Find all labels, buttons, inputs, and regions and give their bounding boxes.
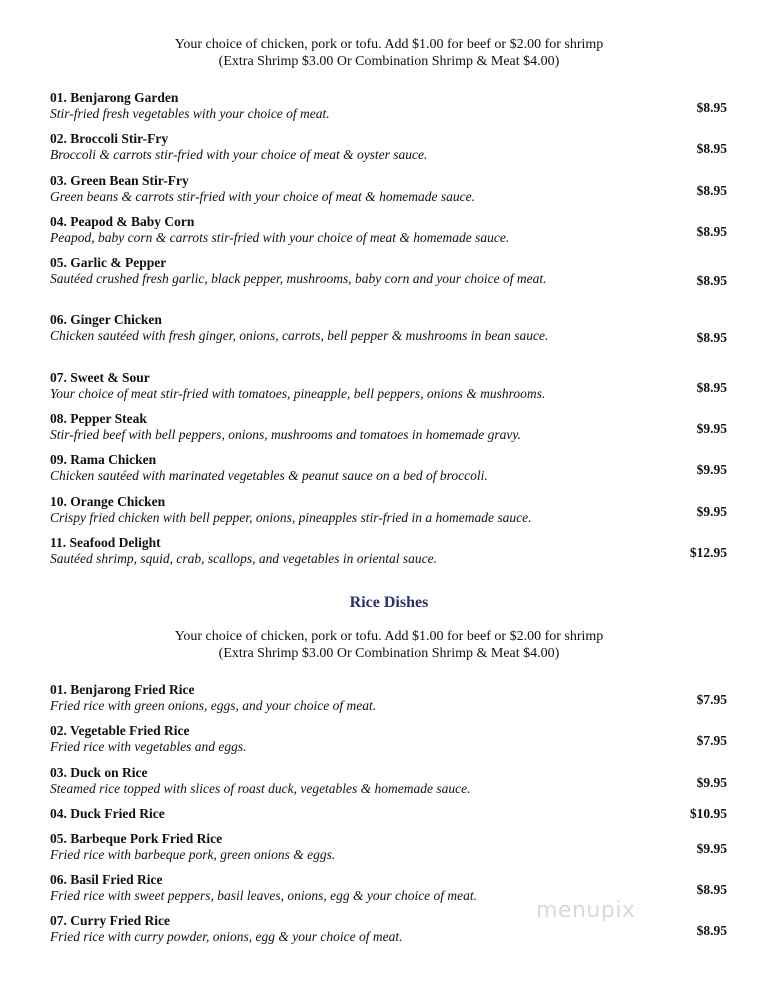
menu-item [0, 764, 768, 805]
menu-item-description: Chicken sautéed with fresh ginger, onions, carrots, bell pepper & mushrooms in bean sauce. [50, 328, 549, 344]
menu-item-name: 02. Broccoli Stir-Fry [50, 131, 169, 147]
menu-item-price: $9.95 [696, 774, 727, 790]
menupix-watermark: menupix [536, 898, 636, 923]
menu-item [0, 830, 768, 871]
menu-item-name: 05. Barbeque Pork Fried Rice [50, 830, 223, 846]
menu-item-name: 07. Curry Fried Rice [50, 913, 170, 929]
menu-item-name: 02. Vegetable Fried Rice [50, 723, 190, 739]
menu-item [0, 871, 768, 912]
menu-item-description: Stir-fried beef with bell peppers, onions, mushrooms and tomatoes in homemade gravy. [50, 427, 521, 443]
menu-item-price: $8.95 [696, 273, 727, 289]
menu-item-price: $9.95 [696, 462, 727, 478]
menu-item-description: Sautéed crushed fresh garlic, black pepper, mushrooms, baby corn and your choice of meat. [50, 271, 547, 287]
menu-item-description: Crispy fried chicken with bell pepper, onions, pineapples stir-fried in a homemade sauce. [50, 509, 532, 525]
menu-item-name: 06. Ginger Chicken [50, 312, 162, 328]
menu-item [0, 493, 768, 534]
menu-item [0, 311, 768, 368]
menu-item-name: 04. Peapod & Baby Corn [50, 213, 195, 229]
menu-item-description: Fried rice with green onions, eggs, and your choice of meat. [50, 698, 377, 713]
menu-item [0, 369, 768, 410]
stir-fry-note [0, 36, 768, 70]
menu-item-name: 09. Rama Chicken [50, 452, 157, 468]
menu-item [0, 213, 768, 254]
menu-item-description: Fried rice with vegetables and eggs. [50, 739, 247, 755]
menu-item [0, 805, 768, 830]
stir-fry-menu-list [0, 89, 768, 575]
menu-item-name: 01. Benjarong Garden [50, 90, 179, 105]
rice-menu-list [0, 681, 768, 954]
menu-item-name: 03. Duck on Rice [50, 764, 148, 780]
menu-item-description: Fried rice with sweet peppers, basil leaves, onions, egg & your choice of meat. [50, 888, 478, 904]
menu-item-description: Peapod, baby corn & carrots stir-fried with your choice of meat & homemade sauce. [50, 229, 510, 245]
stir-fry-note-line2: (Extra Shrimp $3.00 Or Combination Shrimp & Meat $4.00) [218, 54, 560, 69]
menu-item-price: $7.95 [696, 733, 727, 749]
menu-item [0, 130, 768, 171]
menu-item [0, 912, 768, 953]
menu-item-name: 11. Seafood Delight [50, 534, 161, 550]
menu-item-price: $8.95 [696, 882, 727, 898]
menu-item-price: $9.95 [696, 503, 727, 519]
menu-item-description: Sautéed shrimp, squid, crab, scallops, and vegetables in oriental sauce. [50, 550, 437, 566]
menu-item-price: $9.95 [696, 421, 727, 437]
menu-item [0, 534, 768, 575]
menu-item-name: 10. Orange Chicken [50, 493, 166, 509]
menu-item-price: $10.95 [689, 805, 727, 821]
stir-fry-note-line1: Your choice of chicken, pork or tofu. Add $1.00 for beef or $2.00 for shrimp [174, 37, 604, 52]
menu-item-price: $9.95 [696, 840, 727, 856]
menu-item [0, 410, 768, 451]
menu-item-name: 01. Benjarong Fried Rice [50, 682, 195, 697]
menu-item-price: $7.95 [696, 692, 727, 707]
menu-item-price: $8.95 [696, 330, 727, 346]
menu-item-name: 04. Duck Fried Rice [50, 805, 165, 821]
menu-item-description: Fried rice with barbeque pork, green onions & eggs. [50, 846, 336, 862]
menu-item-description: Fried rice with curry powder, onions, egg & your choice of meat. [50, 929, 403, 945]
menu-item-name: 06. Basil Fried Rice [50, 872, 163, 888]
menu-item-name: 08. Pepper Steak [50, 411, 147, 427]
menu-item [0, 722, 768, 763]
rice-note-line2: (Extra Shrimp $3.00 Or Combination Shrimp & Meat $4.00) [218, 646, 560, 661]
menu-item-description: Chicken sautéed with marinated vegetables & peanut sauce on a bed of broccoli. [50, 468, 488, 484]
menu-item [0, 681, 768, 722]
menu-item-description: Broccoli & carrots stir-fried with your choice of meat & oyster sauce. [50, 147, 428, 163]
menu-item-price: $8.95 [696, 923, 727, 939]
menu-item-description: Green beans & carrots stir-fried with your choice of meat & homemade sauce. [50, 188, 476, 204]
menu-item-price: $8.95 [696, 141, 727, 157]
menu-item-description: Steamed rice topped with slices of roast duck, vegetables & homemade sauce. [50, 780, 471, 796]
menu-item-name: 05. Garlic & Pepper [50, 255, 167, 271]
menu-item [0, 172, 768, 213]
menu-item-price: $12.95 [689, 544, 727, 560]
menu-item-price: $8.95 [696, 100, 727, 115]
menu-item [0, 254, 768, 311]
menu-item-price: $8.95 [696, 182, 727, 198]
menu-item-price: $8.95 [696, 223, 727, 239]
menu-item-description: Your choice of meat stir-fried with tomatoes, pineapple, bell peppers, onions & mushrooms. [50, 385, 546, 401]
rice-note [0, 628, 768, 662]
menu-item-price: $8.95 [696, 379, 727, 395]
rice-section-title: Rice Dishes [349, 594, 429, 611]
menu-item [0, 451, 768, 492]
rice-note-line1: Your choice of chicken, pork or tofu. Add $1.00 for beef or $2.00 for shrimp [174, 629, 604, 644]
menu-item-description: Stir-fried fresh vegetables with your choice of meat. [50, 106, 330, 121]
menu-item-name: 03. Green Bean Stir-Fry [50, 172, 189, 188]
menu-item-name: 07. Sweet & Sour [50, 369, 150, 385]
menu-item [0, 89, 768, 130]
